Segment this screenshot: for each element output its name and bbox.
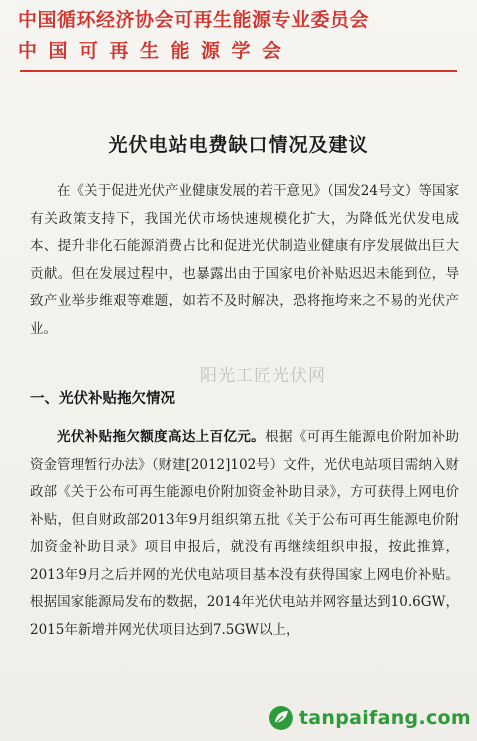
section-body-text: 根据《可再生能源电价附加补助资金管理暂行办法》（财建[2012]102号）文件，光伏电站项目需纳入财政部《关于公布可再生能源电价附加资金补助目录》，方可获得上网电价补贴，但自财政部2013年9月组织第五批《关于公布可再生能源电价附加资金补助目录》项目申报后，就没有再继续组织申报，按此推算，2013年9月之后并网的光伏电站项目基本没有获得国家上网电价补贴。根据国家能源局发布的数据，2014年光伏电站并网容量达到10.6GW，2015年新增并网光伏项目达到7.5GW以上， [30, 429, 459, 638]
letterhead-org-line1: 中国循环经济协会可再生能源专业委员会 [18, 9, 370, 31]
letterhead-org-line2: 中国可再生能源学会 [18, 40, 293, 62]
logo-text: tanpaifang.com [298, 707, 471, 729]
section-heading: 一、光伏补贴拖欠情况 [30, 391, 175, 407]
section-paragraph [30, 424, 459, 644]
leaf-circle-icon [268, 705, 294, 731]
center-watermark: 阳光工匠光伏网 [200, 366, 326, 386]
intro-paragraph: 在《关于促进光伏产业健康发展的若干意见》（国发24号文）等国家有关政策支持下，我国光伏市场快速规模化扩大，为降低光伏发电成本、提升非化石能源消费占比和促进光伏制造业健康有序发展做出巨大贡献。但在发展过程中，也暴露出由于国家电价补贴迟迟未能到位，导致产业举步维艰等难题，如若不及时解决，恐将拖垮来之不易的光伏产业。 [30, 183, 459, 337]
site-logo-watermark [268, 702, 471, 734]
section-lead-sentence: 光伏补贴拖欠额度高达上百亿元。 [57, 429, 266, 445]
document-title: 光伏电站电费缺口情况及建议 [108, 134, 369, 156]
letterhead [18, 6, 459, 66]
letterhead-divider [20, 70, 457, 72]
